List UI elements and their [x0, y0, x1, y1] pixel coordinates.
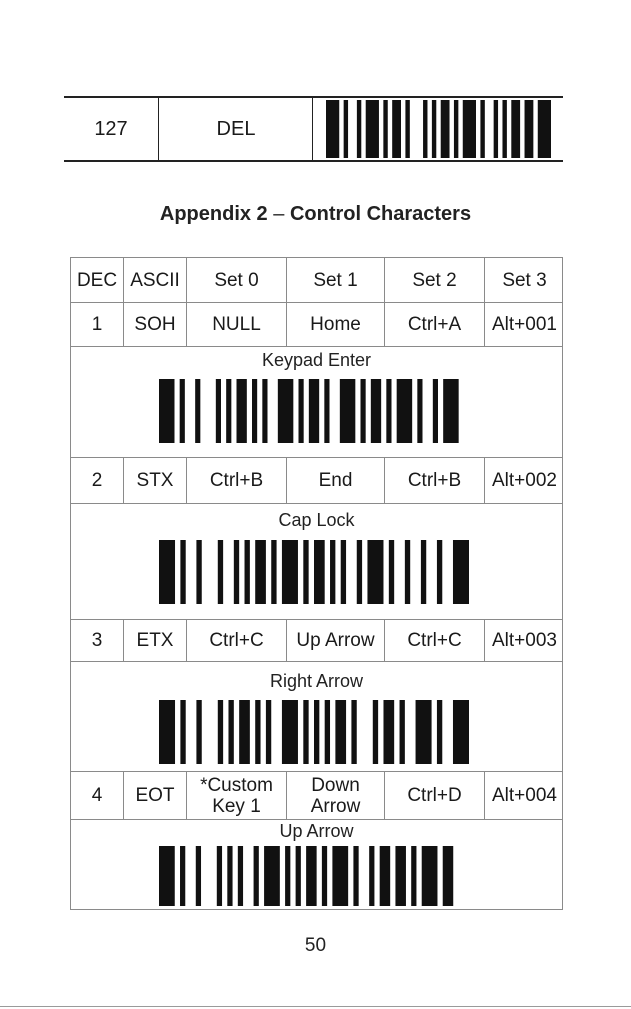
barcode-bar — [417, 379, 422, 443]
barcode-row — [71, 820, 562, 909]
barcode-bar — [195, 379, 200, 443]
barcode-bar — [282, 700, 298, 764]
barcode-bar — [159, 700, 175, 764]
barcode-bar — [437, 540, 442, 604]
barcode-bar — [433, 379, 438, 443]
barcode-bar — [324, 379, 329, 443]
barcode-bar — [357, 100, 361, 158]
barcode-bar — [303, 700, 308, 764]
header-dec: DEC — [76, 269, 118, 291]
set1-cell: End — [286, 458, 384, 503]
barcode-bar — [218, 700, 223, 764]
barcode-bar — [285, 846, 290, 906]
barcode-bar — [538, 100, 551, 158]
barcode-bar — [252, 379, 257, 443]
barcode-bar — [437, 700, 442, 764]
set3-cell: Alt+004 — [484, 772, 564, 819]
barcode-bar — [357, 540, 362, 604]
barcode-bar — [180, 846, 185, 906]
control-characters-table — [70, 257, 563, 910]
barcode-bar — [453, 700, 469, 764]
barcode-bar — [306, 846, 317, 906]
table-header-row — [71, 258, 562, 303]
barcode-bar — [432, 100, 436, 158]
barcode-bar — [494, 100, 498, 158]
table-row — [71, 772, 562, 820]
barcode-bar — [373, 700, 378, 764]
dec-cell: 3 — [91, 630, 103, 651]
barcode-bar — [351, 700, 356, 764]
barcode-bar — [239, 700, 250, 764]
barcode-bar — [443, 379, 459, 443]
barcode-bar — [255, 540, 266, 604]
barcode-bar — [411, 846, 416, 906]
barcode-bar — [361, 379, 366, 443]
dec-cell: 1 — [91, 314, 103, 335]
barcode-bar — [353, 846, 358, 906]
barcode-bar — [216, 379, 221, 443]
barcode-bar — [227, 846, 232, 906]
page-title: Appendix 2 – Control Characters — [159, 203, 472, 225]
table-row — [71, 458, 562, 504]
barcode-bar — [335, 700, 346, 764]
barcode-bar — [326, 100, 339, 158]
set1-cell: Home — [286, 303, 384, 346]
barcode-bar — [159, 846, 175, 906]
set1-cell: Down Arrow — [286, 772, 384, 819]
barcode-bar — [309, 379, 319, 443]
set3-cell: Alt+001 — [484, 303, 564, 346]
barcode-bar — [180, 379, 185, 443]
ascii-cell: SOH — [123, 303, 186, 346]
barcode-label: Right Arrow — [269, 671, 364, 691]
barcode-bar — [422, 846, 438, 906]
barcode-label: Up Arrow — [279, 821, 354, 841]
dec-cell: 4 — [91, 785, 103, 806]
header-ascii: ASCII — [123, 258, 186, 302]
barcode-bar — [453, 540, 469, 604]
barcode-bar — [255, 700, 260, 764]
barcode-bar — [371, 379, 381, 443]
barcode-bar — [262, 379, 267, 443]
barcode-bar — [340, 379, 356, 443]
previous-table-row — [64, 96, 563, 162]
barcode-bar — [400, 700, 405, 764]
barcode-bar — [405, 100, 409, 158]
ascii-cell: STX — [123, 458, 186, 503]
barcode — [159, 379, 469, 443]
header-set0: Set 0 — [186, 258, 286, 302]
footer-divider — [0, 1006, 631, 1007]
ascii-cell: DEL — [158, 98, 313, 160]
barcode-bar — [196, 846, 201, 906]
barcode — [159, 700, 469, 764]
set2-cell: Ctrl+B — [384, 458, 484, 503]
barcode-bar — [383, 700, 394, 764]
barcode-bar — [366, 100, 379, 158]
set2-cell: Ctrl+A — [384, 303, 484, 346]
barcode-bar — [196, 540, 201, 604]
barcode-bar — [266, 700, 271, 764]
barcode-bar — [180, 700, 185, 764]
barcode-bar — [344, 100, 348, 158]
barcode-bar — [341, 540, 346, 604]
barcode-cell — [312, 98, 564, 160]
barcode-row — [71, 662, 562, 772]
dec-cell: 2 — [91, 470, 103, 491]
barcode-bar — [303, 540, 308, 604]
barcode-bar — [226, 379, 231, 443]
barcode-bar — [416, 700, 432, 764]
barcode-bar — [480, 100, 484, 158]
barcode-bar — [454, 100, 458, 158]
set0-cell: *Custom Key 1 — [186, 772, 286, 819]
barcode-bar — [383, 100, 387, 158]
barcode-bar — [237, 379, 247, 443]
barcode-bar — [264, 846, 280, 906]
set3-cell: Alt+003 — [484, 620, 564, 661]
barcode-bar — [463, 100, 476, 158]
barcode-bar — [395, 846, 406, 906]
barcode-bar — [397, 379, 413, 443]
barcode-bar — [282, 540, 298, 604]
barcode-bar — [196, 700, 201, 764]
barcode-bar — [367, 540, 383, 604]
barcode-bar — [238, 846, 243, 906]
barcode — [159, 846, 469, 906]
barcode-bar — [180, 540, 185, 604]
barcode-bar — [254, 846, 259, 906]
set0-cell: NULL — [186, 303, 286, 346]
header-set2: Set 2 — [384, 258, 484, 302]
barcode-bar — [392, 100, 401, 158]
barcode-bar — [245, 540, 250, 604]
header-set3: Set 3 — [484, 258, 564, 302]
barcode-bar — [325, 700, 330, 764]
ascii-cell: ETX — [123, 620, 186, 661]
barcode-bar — [159, 540, 175, 604]
barcode-bar — [314, 700, 319, 764]
barcode-bar — [278, 379, 294, 443]
barcode-bar — [421, 540, 426, 604]
barcode-bar — [511, 100, 520, 158]
barcode-bar — [271, 540, 276, 604]
barcode — [159, 540, 469, 604]
barcode-bar — [322, 846, 327, 906]
barcode-label: Cap Lock — [278, 510, 355, 530]
barcode-bar — [159, 379, 175, 443]
barcode-bar — [228, 700, 233, 764]
barcode-bar — [217, 846, 222, 906]
barcode-bar — [386, 379, 391, 443]
barcode-bar — [405, 540, 410, 604]
set0-cell: Ctrl+C — [186, 620, 286, 661]
barcode-bar — [299, 379, 304, 443]
barcode-bar — [332, 846, 348, 906]
barcode-bar — [234, 540, 239, 604]
set3-cell: Alt+002 — [484, 458, 564, 503]
barcode-bar — [296, 846, 301, 906]
barcode-bar — [441, 100, 450, 158]
barcode-bar — [218, 540, 223, 604]
barcode-bar — [369, 846, 374, 906]
barcode-bar — [443, 846, 454, 906]
barcode-bar — [525, 100, 534, 158]
table-row — [71, 303, 562, 347]
barcode-bar — [314, 540, 325, 604]
barcode-bar — [389, 540, 394, 604]
barcode-label: Keypad Enter — [261, 350, 372, 370]
ascii-cell: EOT — [123, 772, 186, 819]
barcode-bar — [330, 540, 335, 604]
barcode-row — [71, 347, 562, 458]
barcode-bar — [380, 846, 391, 906]
set1-cell: Up Arrow — [286, 620, 384, 661]
barcode-bar — [423, 100, 427, 158]
header-set1: Set 1 — [286, 258, 384, 302]
del-barcode — [326, 100, 551, 158]
page-number: 50 — [304, 935, 327, 956]
barcode-row — [71, 504, 562, 620]
set2-cell: Ctrl+D — [384, 772, 484, 819]
barcode-bar — [502, 100, 506, 158]
dec-cell: 127 — [94, 117, 128, 140]
set2-cell: Ctrl+C — [384, 620, 484, 661]
table-row — [71, 620, 562, 662]
set0-cell: Ctrl+B — [186, 458, 286, 503]
